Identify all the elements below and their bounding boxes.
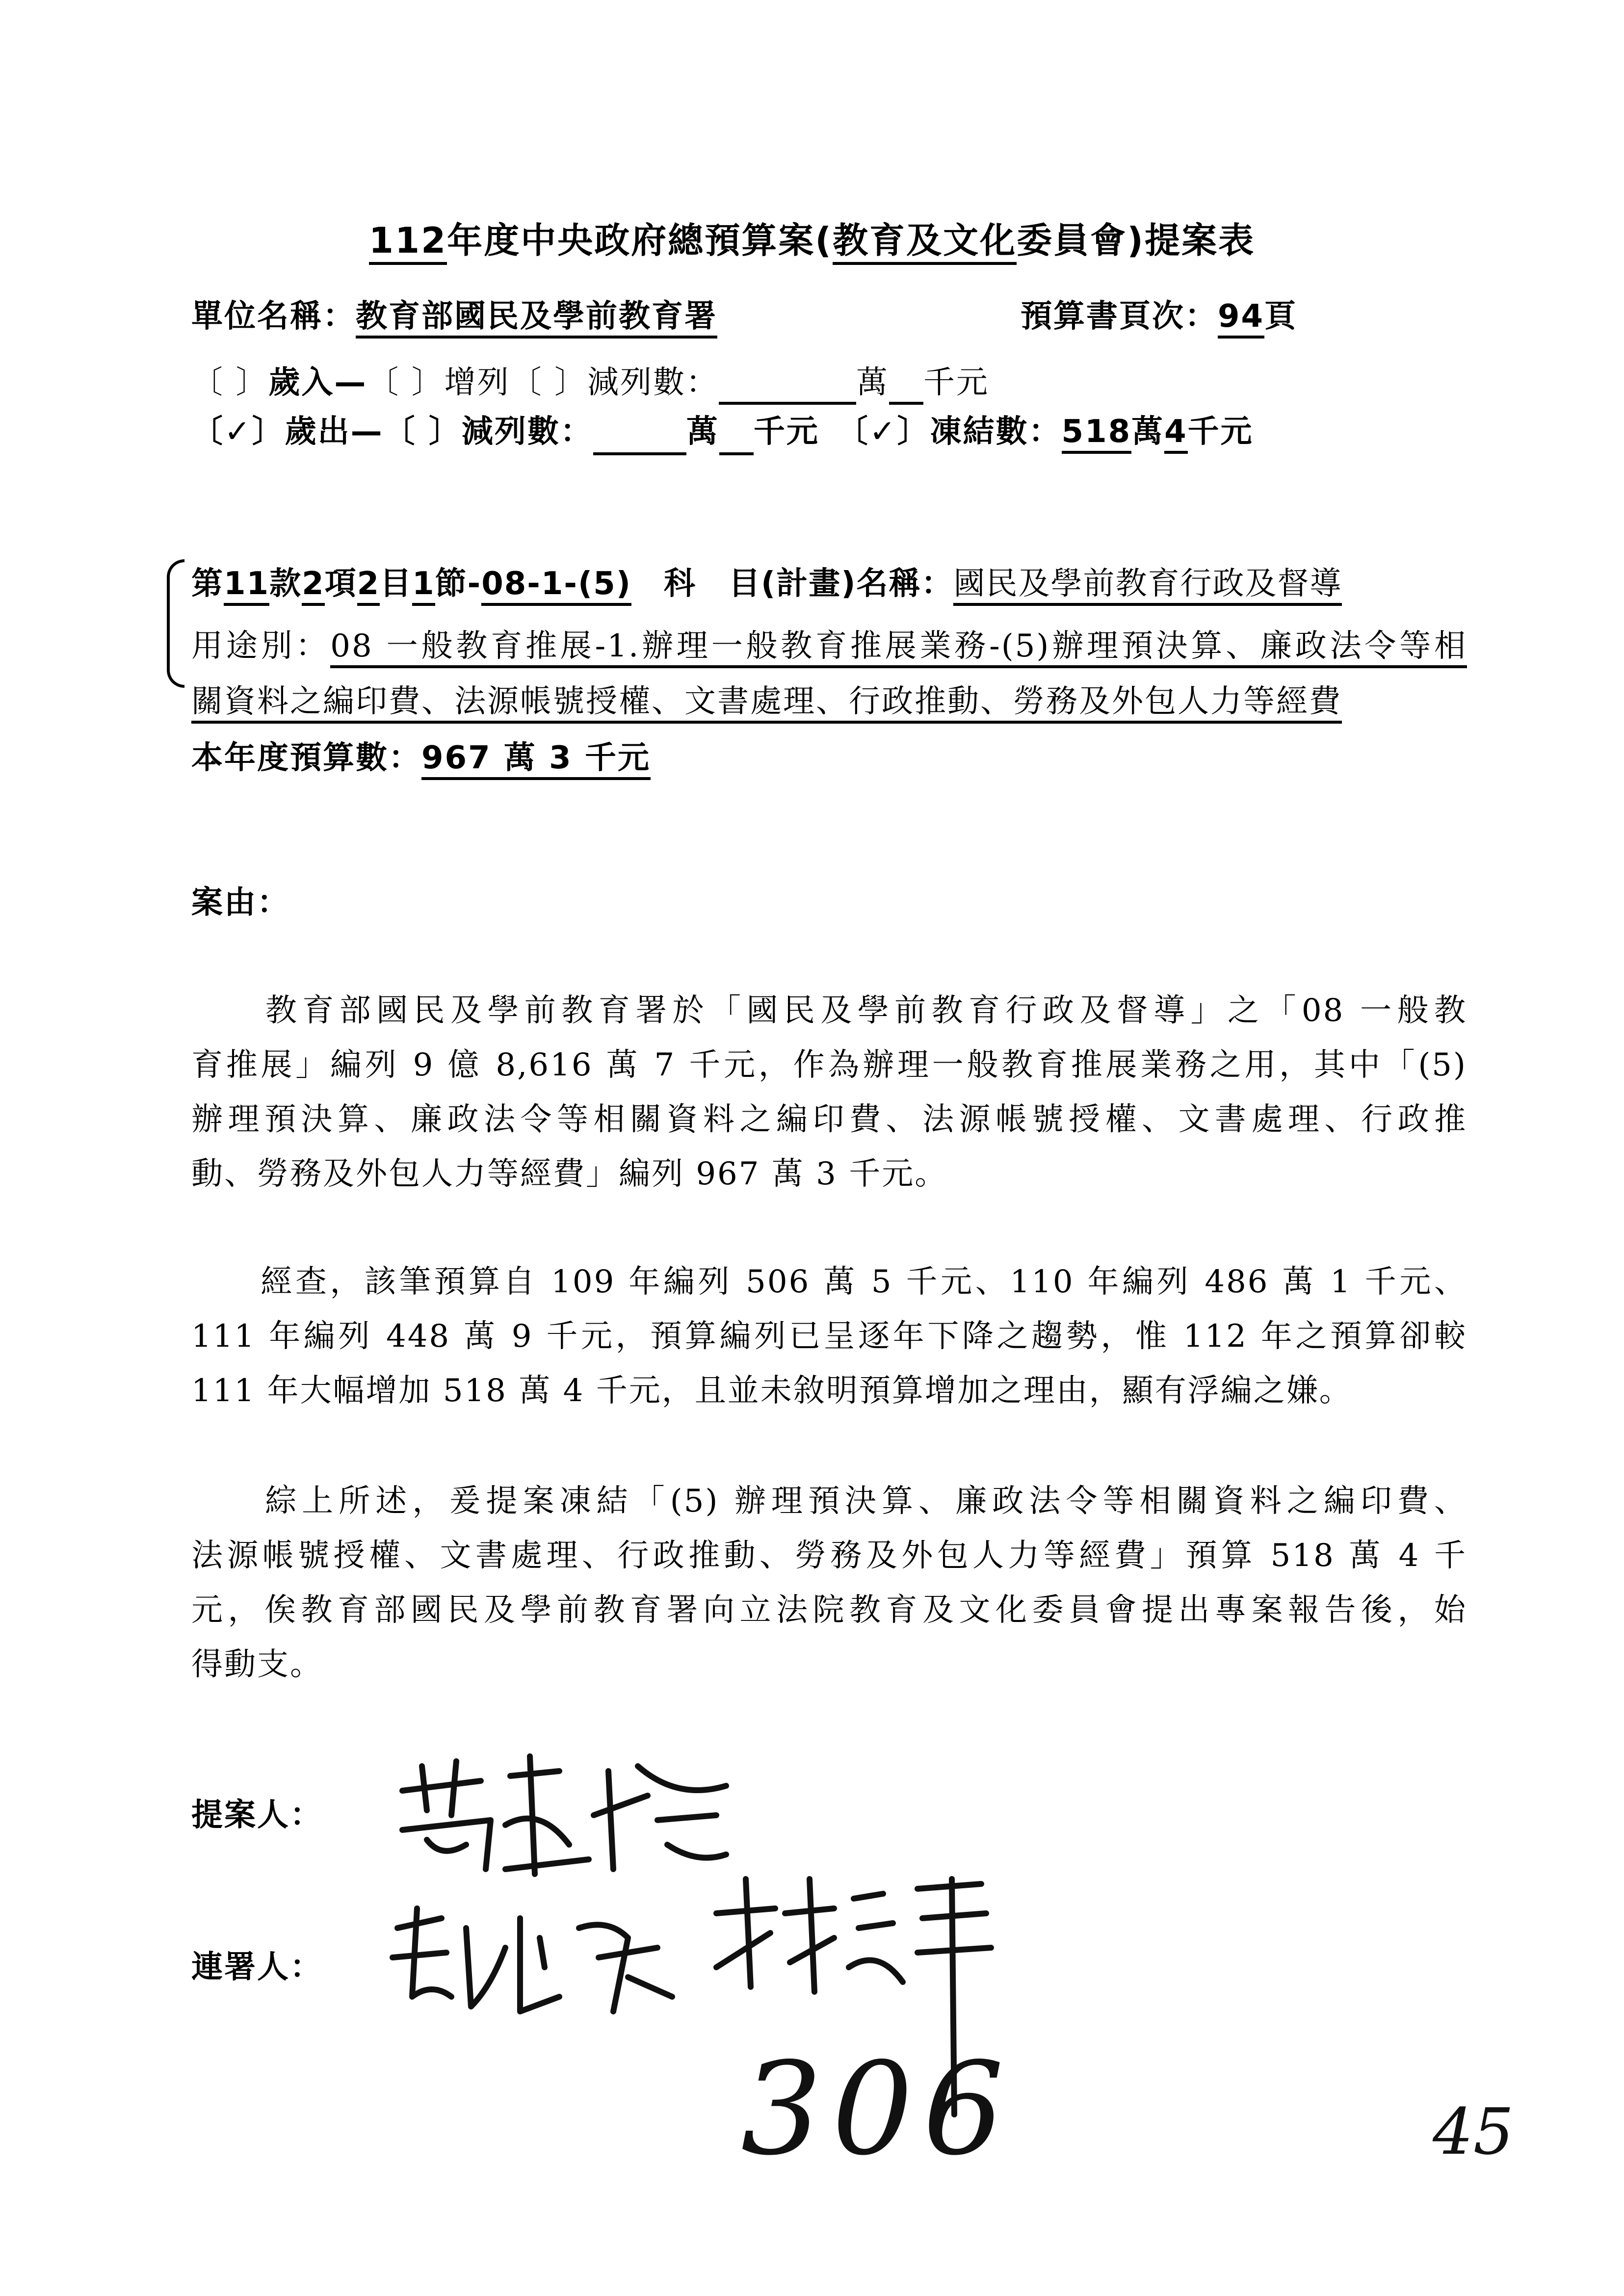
para3-line: 綜上所述，爰提案凍結「(5) 辦理預決算、廉政法令等相關資料之編印費、 xyxy=(191,1483,1467,1519)
para3-line: 元，俟教育部國民及學前教育署向立法院教育及文化委員會提出專案報告後，始 xyxy=(191,1592,1467,1628)
para1-line: 教育部國民及學前教育署於「國民及學前教育行政及督導」之「08 一般教 xyxy=(191,992,1467,1029)
handwritten-number: 306 xyxy=(741,2035,1014,2184)
para1-line: 動、勞務及外包人力等經費」編列 967 萬 3 千元。 xyxy=(191,1156,948,1192)
reason-heading: 案由： xyxy=(191,885,290,921)
expense-checkbox: 〔✓〕 xyxy=(191,414,285,450)
unit-name-row: 單位名稱：教育部國民及學前教育署 xyxy=(191,294,717,339)
use-row-2: 關資料之編印費、法源帳號授權、文書處理、行政推動、勞務及外包人力等經費 xyxy=(191,679,1342,724)
freeze-checkbox: 〔✓〕 xyxy=(852,414,930,450)
cosigner-label: 連署人： xyxy=(191,1949,323,1985)
document-title: 112年度中央政府總預算案(教育及文化委員會)提案表 xyxy=(0,218,1624,262)
para3-line: 得動支。 xyxy=(191,1646,323,1683)
budget-page-row: 預算書頁次：94頁 xyxy=(1021,294,1297,339)
current-budget-row: 本年度預算數：967 萬 3 千元 xyxy=(191,736,651,780)
revenue-checkbox: 〔 〕 xyxy=(191,365,269,401)
para3-line: 法源帳號授權、文書處理、行政推動、勞務及外包人力等經費」預算 518 萬 4 千 xyxy=(191,1538,1467,1574)
para2-line: 111 年編列 448 萬 9 千元，預算編列已呈逐年下降之趨勢，惟 112 年之預算卻較 xyxy=(191,1318,1467,1355)
para2-line: 經查，該筆預算自 109 年編列 506 萬 5 千元、110 年編列 486 萬 1 千元、 xyxy=(191,1264,1467,1300)
para1-line: 育推展」編列 9 億 8,616 萬 7 千元，作為辦理一般教育推展業務之用，其中「(5) xyxy=(191,1047,1467,1083)
para1-line: 辦理預決算、廉政法令等相關資料之編印費、法源帳號授權、文書處理、行政推 xyxy=(191,1101,1467,1138)
item-code-row: 第11款2項2目1節-08-1-(5) 科 目(計畫)名稱：國民及學前教育行政及督導 xyxy=(191,562,1342,606)
use-row-1: 用途別：08 一般教育推展-1.辦理一般教育推展業務-(5)辦理預決算、廉政法令等相 xyxy=(191,624,1467,668)
bracket-mark xyxy=(167,559,184,688)
handwritten-page-number: 45 xyxy=(1433,2094,1514,2169)
expense-row: 〔✓〕歲出—〔 〕減列數： 萬 千元 〔✓〕凍結數：518萬4千元 xyxy=(191,410,1254,455)
revenue-row: 〔 〕歲入—〔 〕增列〔 〕減列數： 萬 千元 xyxy=(191,361,989,405)
proposer-label: 提案人： xyxy=(191,1797,323,1833)
cosigner-signature-1 xyxy=(383,1899,687,2036)
para2-line: 111 年大幅增加 518 萬 4 千元，且並未敘明預算增加之理由，顯有浮編之嫌。 xyxy=(191,1373,1352,1409)
proposer-signature xyxy=(383,1747,756,1894)
